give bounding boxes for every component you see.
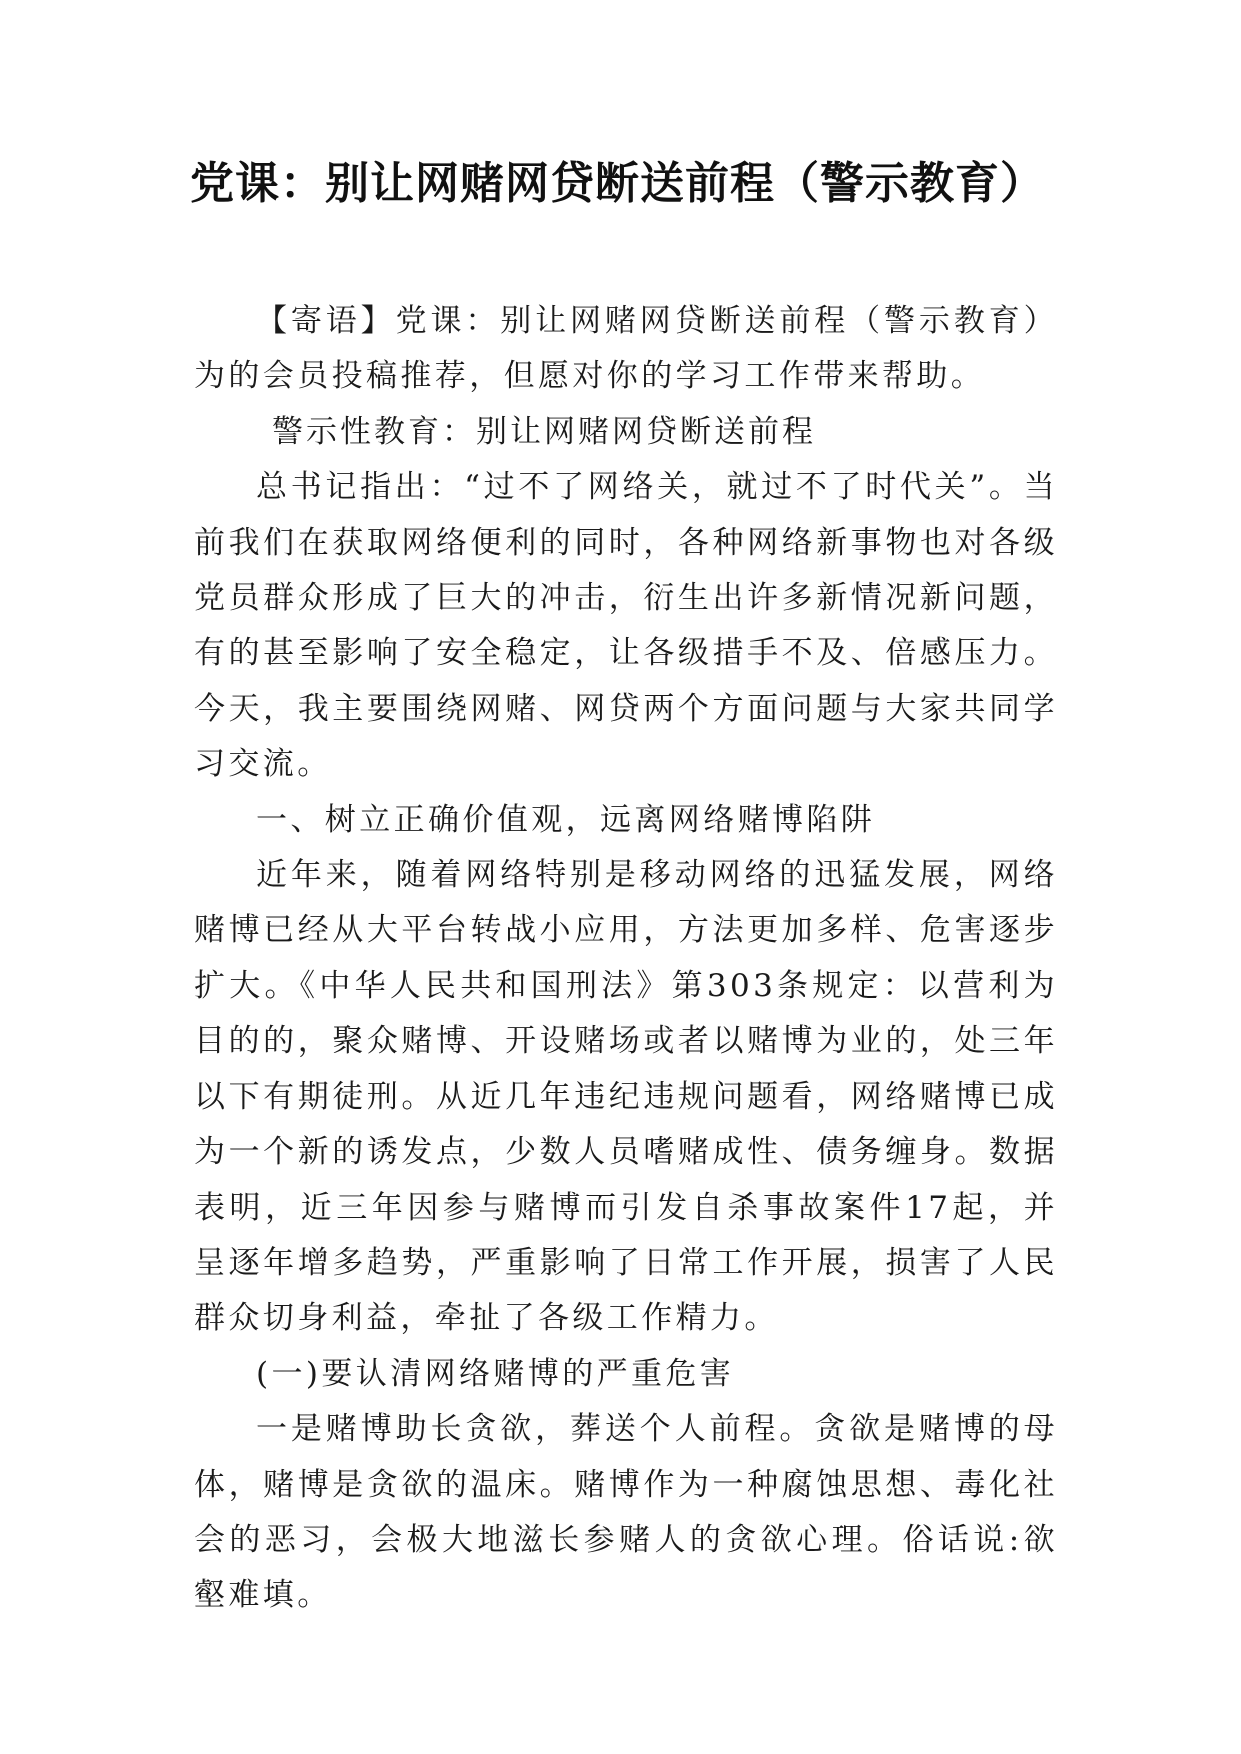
body-paragraph-gambling: 近年来，随着网络特别是移动网络的迅猛发展，网络赌博已经从大平台转战小应用，方法更加多样、危害逐步扩大。《中华人民共和国刑法》第303条规定：以营利为目的的，聚众赌博、开设赌场或者以赌博为业的，处三年以下有期徒刑。从近几年违纪违规问题看，网络赌博已成为一个新的诱发点，少数人员嗜赌成性、债务缠身。数据表明，近三年因参与赌博而引发自杀事故案件17起，并呈逐年增多趋势，严重影响了日常工作开展，损害了人民群众切身利益，牵扯了各级工作精力。 [194,857,1058,1337]
subsection-heading-1: (一)要认清网络赌博的严重危害 [256,1355,735,1392]
foreword-paragraph: 【寄语】党课：别让网赌网贷断送前程（警示教育）为的会员投稿推荐，但愿对你的学习工作带来帮助。 [194,303,1058,395]
document-body [194,294,1058,1624]
body-paragraph-greed: 一是赌博助长贪欲，葬送个人前程。贪欲是赌博的母体，赌博是贪欲的温床。赌博作为一种腐蚀思想、毒化社会的恶习，会极大地滋长参赌人的贪欲心理。俗话说:欲壑难填。 [194,1411,1058,1614]
section-subtitle: 警示性教育：别让网赌网贷断送前程 [272,413,816,450]
section-heading-1: 一、树立正确价值观，远离网络赌博陷阱 [256,801,876,838]
document-title: 党课：别让网赌网贷断送前程（警示教育） [190,158,1045,209]
intro-paragraph: 总书记指出：“过不了网络关，就过不了时代关”。当前我们在获取网络便利的同时，各种网络新事物也对各级党员群众形成了巨大的冲击，衍生出许多新情况新问题，有的甚至影响了安全稳定，让各级措手不及、倍感压力。今天，我主要围绕网赌、网贷两个方面问题与大家共同学习交流。 [194,469,1058,783]
